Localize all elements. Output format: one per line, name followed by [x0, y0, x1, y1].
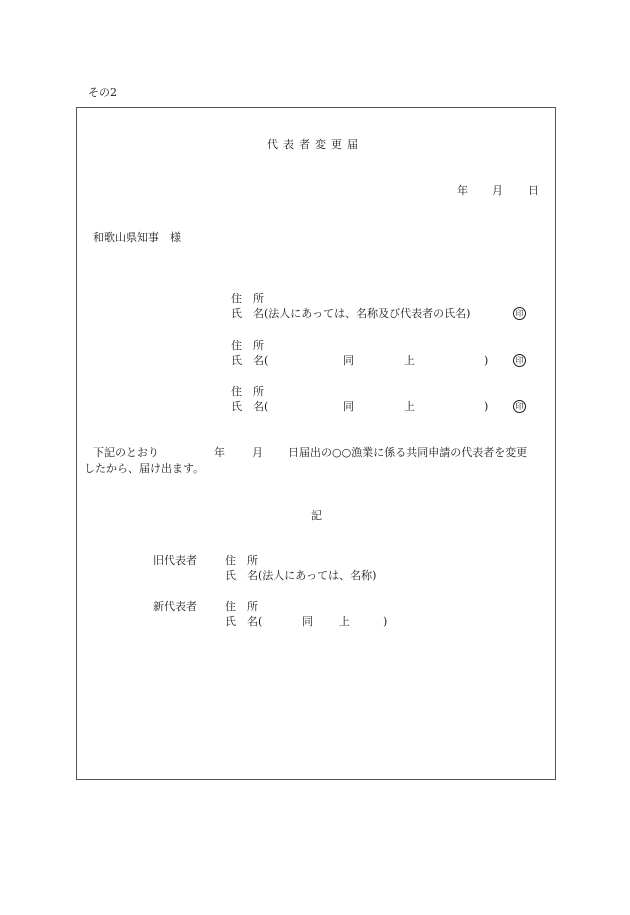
new-rep-above: 上 [339, 615, 350, 628]
old-rep-name-label: 氏 名(法人にあっては、名称) [225, 569, 377, 582]
applicant-2-above: 上 [404, 354, 415, 367]
applicant-3-seal-icon: 印 [513, 400, 526, 413]
applicant-3-same: 同 [343, 400, 354, 413]
old-rep-address-label: 住 所 [225, 554, 258, 567]
date-month: 月 [492, 184, 503, 197]
applicant-2-same: 同 [343, 354, 354, 367]
applicant-1-address-label: 住 所 [231, 292, 264, 305]
new-rep-label: 新代表者 [153, 600, 197, 613]
date-year: 年 [457, 184, 468, 197]
new-rep-close-paren: ) [383, 615, 388, 628]
applicant-2-address-label: 住 所 [231, 339, 264, 352]
body-text-start: 下記のとおり [93, 446, 159, 459]
new-rep-name-label: 氏 名( [225, 615, 263, 628]
addressee: 和歌山県知事 様 [93, 231, 181, 244]
applicant-2-seal-icon: 印 [513, 354, 526, 367]
page-label: その2 [88, 86, 117, 99]
body-text-continued: 日届出の○○漁業に係る共同申請の代表者を変更 [288, 446, 528, 459]
applicant-2-name-label: 氏 名( [231, 354, 269, 367]
applicant-3-name-label: 氏 名( [231, 400, 269, 413]
applicant-1-name-label: 氏 名(法人にあっては、名称及び代表者の氏名) [231, 307, 471, 320]
new-rep-same: 同 [302, 615, 313, 628]
body-month: 月 [252, 446, 263, 459]
body-text-line-2: したから、届け出ます。 [84, 462, 205, 475]
applicant-3-above: 上 [404, 400, 415, 413]
applicant-3-close-paren: ) [484, 400, 489, 413]
old-rep-label: 旧代表者 [153, 554, 197, 567]
applicant-3-address-label: 住 所 [231, 385, 264, 398]
new-rep-address-label: 住 所 [225, 600, 258, 613]
form-frame [76, 107, 556, 780]
applicant-2-close-paren: ) [484, 354, 489, 367]
applicant-1-seal-icon: 印 [513, 307, 526, 320]
body-year: 年 [214, 446, 225, 459]
ki-heading: 記 [311, 509, 322, 522]
form-title: 代表者変更届 [267, 138, 363, 151]
date-day: 日 [528, 184, 539, 197]
